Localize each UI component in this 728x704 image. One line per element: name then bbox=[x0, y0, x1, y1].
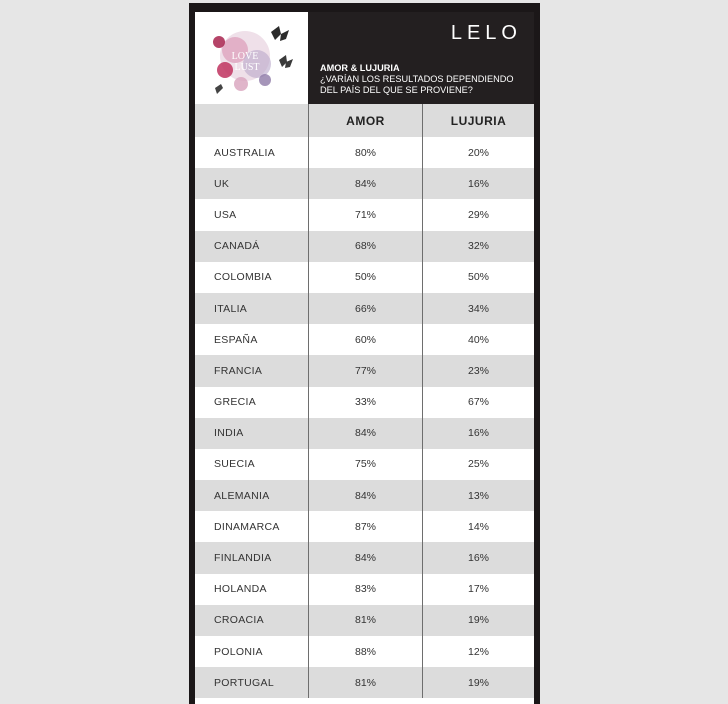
lujuria-value-cell: 50% bbox=[422, 262, 534, 293]
country-cell: CROACIA bbox=[214, 614, 264, 627]
lujuria-value-cell: 23% bbox=[422, 355, 534, 386]
amor-value-cell: 75% bbox=[308, 449, 422, 480]
infographic-card bbox=[195, 12, 534, 704]
amor-value-cell: 66% bbox=[308, 293, 422, 324]
column-header-amor: AMOR bbox=[308, 104, 422, 137]
table-header-row bbox=[195, 104, 534, 137]
table-row bbox=[195, 293, 534, 324]
column-header-lujuria: LUJURIA bbox=[422, 104, 534, 137]
amor-value-cell: 77% bbox=[308, 355, 422, 386]
lujuria-value-cell: 14% bbox=[422, 511, 534, 542]
love-lust-illustration bbox=[195, 12, 308, 104]
column-header-country bbox=[195, 104, 308, 137]
lujuria-value-cell: 16% bbox=[422, 542, 534, 573]
table-row bbox=[195, 262, 534, 293]
amor-value-cell: 83% bbox=[308, 574, 422, 605]
title-panel bbox=[308, 12, 534, 104]
country-cell: UK bbox=[214, 177, 230, 190]
lujuria-value-cell: 16% bbox=[422, 168, 534, 199]
infographic-subtitle: ¿VARÍAN LOS RESULTADOS DEPENDIENDO DEL PAÍS DEL QUE SE PROVIENE? bbox=[320, 74, 514, 95]
table-row bbox=[195, 231, 534, 262]
lujuria-value-cell: 25% bbox=[422, 449, 534, 480]
table-row bbox=[195, 355, 534, 386]
results-table bbox=[195, 104, 534, 698]
country-cell: SUECIA bbox=[214, 458, 255, 471]
amor-value-cell: 80% bbox=[308, 137, 422, 168]
country-cell: PORTUGAL bbox=[214, 676, 274, 689]
country-cell: ITALIA bbox=[214, 302, 248, 315]
lujuria-value-cell: 13% bbox=[422, 480, 534, 511]
country-cell: COLOMBIA bbox=[214, 271, 272, 284]
amor-value-cell: 87% bbox=[308, 511, 422, 542]
country-cell: ALEMANIA bbox=[214, 489, 270, 502]
amor-value-cell: 68% bbox=[308, 231, 422, 262]
table-row bbox=[195, 168, 534, 199]
country-cell: HOLANDA bbox=[214, 583, 267, 596]
country-cell: POLONIA bbox=[214, 645, 263, 658]
country-cell: ESPAÑA bbox=[214, 333, 258, 346]
table-row bbox=[195, 605, 534, 636]
infographic-frame bbox=[189, 3, 540, 704]
lujuria-value-cell: 32% bbox=[422, 231, 534, 262]
amor-value-cell: 81% bbox=[308, 667, 422, 698]
amor-value-cell: 50% bbox=[308, 262, 422, 293]
country-cell: USA bbox=[214, 208, 237, 221]
amor-value-cell: 88% bbox=[308, 636, 422, 667]
logo-love-text: LOVE bbox=[231, 51, 259, 62]
lujuria-value-cell: 16% bbox=[422, 418, 534, 449]
table-row bbox=[195, 480, 534, 511]
brand-logo: LELO bbox=[450, 22, 522, 44]
table-row bbox=[195, 542, 534, 573]
lujuria-value-cell: 19% bbox=[422, 605, 534, 636]
table-row bbox=[195, 418, 534, 449]
lujuria-value-cell: 67% bbox=[422, 387, 534, 418]
table-row bbox=[195, 324, 534, 355]
country-cell: AUSTRALIA bbox=[214, 146, 276, 159]
lujuria-value-cell: 17% bbox=[422, 574, 534, 605]
lujuria-value-cell: 40% bbox=[422, 324, 534, 355]
country-cell: GRECIA bbox=[214, 396, 257, 409]
lujuria-value-cell: 20% bbox=[422, 137, 534, 168]
infographic-title: AMOR & LUJURIA bbox=[320, 63, 400, 73]
table-row bbox=[195, 199, 534, 230]
country-cell: INDIA bbox=[214, 427, 244, 440]
amor-value-cell: 81% bbox=[308, 605, 422, 636]
country-cell: FINLANDIA bbox=[214, 552, 272, 565]
table-body bbox=[195, 137, 534, 698]
lujuria-value-cell: 12% bbox=[422, 636, 534, 667]
amor-value-cell: 84% bbox=[308, 168, 422, 199]
amor-value-cell: 84% bbox=[308, 542, 422, 573]
logo-lust-text: LUST bbox=[234, 62, 260, 73]
table-row bbox=[195, 574, 534, 605]
table-row bbox=[195, 387, 534, 418]
table-row bbox=[195, 636, 534, 667]
title-block bbox=[320, 63, 530, 96]
lujuria-value-cell: 29% bbox=[422, 199, 534, 230]
table-row bbox=[195, 667, 534, 698]
love-lust-logo bbox=[195, 12, 308, 104]
infographic-header bbox=[195, 12, 534, 104]
lujuria-value-cell: 19% bbox=[422, 667, 534, 698]
lujuria-value-cell: 34% bbox=[422, 293, 534, 324]
amor-value-cell: 71% bbox=[308, 199, 422, 230]
table-row bbox=[195, 137, 534, 168]
country-cell: FRANCIA bbox=[214, 364, 263, 377]
table-row bbox=[195, 511, 534, 542]
amor-value-cell: 60% bbox=[308, 324, 422, 355]
amor-value-cell: 33% bbox=[308, 387, 422, 418]
country-cell: DINAMARCA bbox=[214, 520, 280, 533]
amor-value-cell: 84% bbox=[308, 418, 422, 449]
country-cell: CANADÁ bbox=[214, 240, 260, 253]
amor-value-cell: 84% bbox=[308, 480, 422, 511]
table-row bbox=[195, 449, 534, 480]
